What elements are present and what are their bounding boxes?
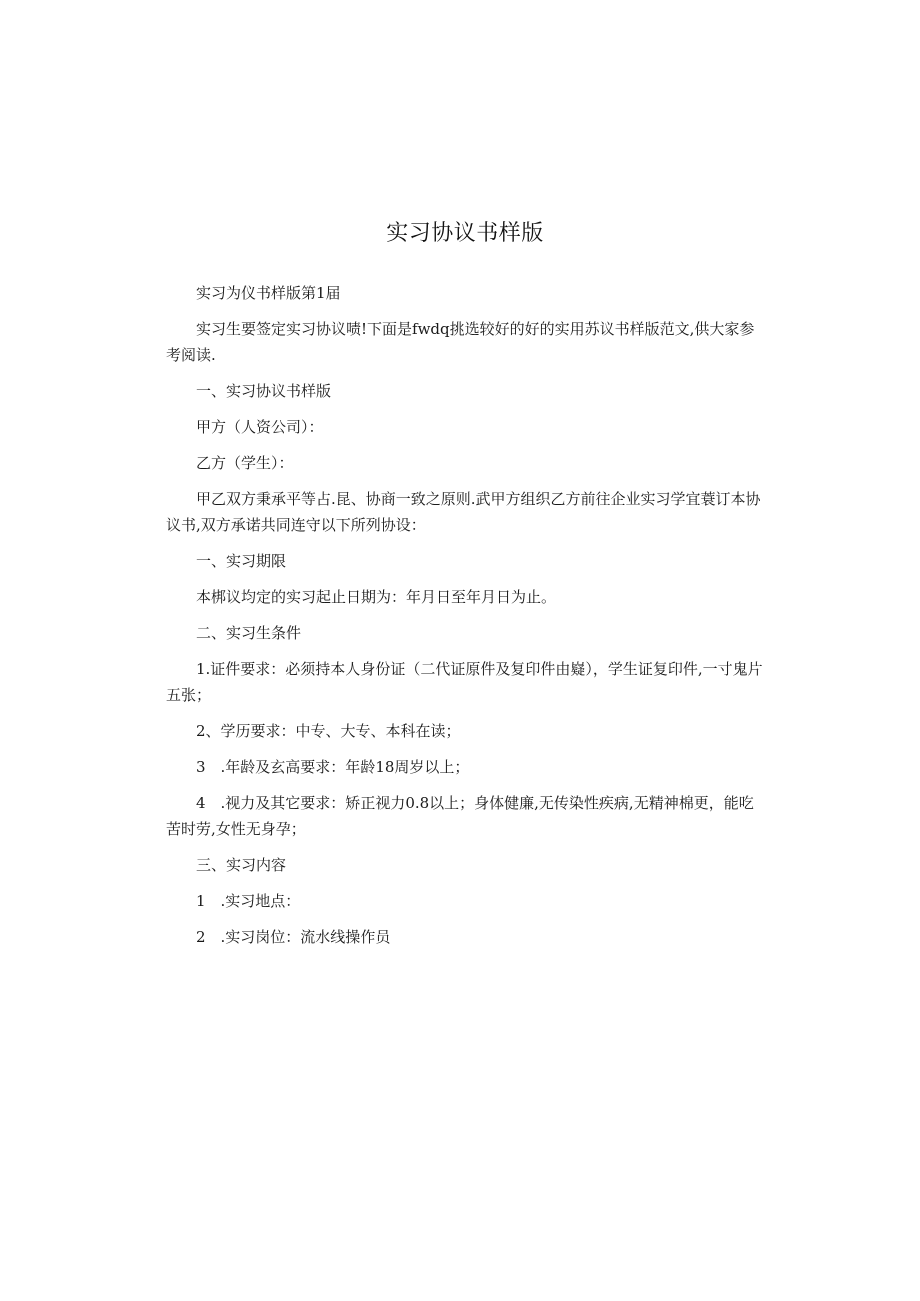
condition-item: 4 .视力及其它要求：矫正视力0.8以上；身体健廉,无传染性疾病,无精神棉更，能吃苦时劳,女性无身孕；: [166, 794, 754, 838]
clause-heading-term: 一、实习期限: [196, 552, 287, 570]
party-b-line: 乙方（学生）：: [196, 454, 294, 472]
condition-item: 3 .年龄及玄高要求：年龄18周岁以上；: [196, 758, 470, 776]
principle-paragraph: 甲乙双方秉承平等占.昆、协商一致之原则.武甲方组织乙方前往企业实习学宜蓑订本协议书,双方承诺共同连守以下所列协设：: [166, 490, 761, 534]
content-item: 1 .实习地点：: [196, 892, 301, 910]
intro-line: 实习为仪书样版第1届: [196, 284, 341, 302]
clause-heading-conditions: 二、实习生条件: [196, 624, 302, 642]
party-a-line: 甲方（人资公司）：: [196, 418, 324, 436]
intro-paragraph: 实习生要签定实习协议啧!下面是fwdq挑选较好的好的实用苏议书样版范文,供大家参考阅读.: [166, 320, 755, 364]
section-heading: 一、实习协议书样版: [196, 382, 332, 400]
document-title: 实习协议书样版: [386, 221, 544, 246]
document-body: [166, 280, 766, 960]
content-item: 2 .实习岗位：流水线操作员: [196, 928, 391, 946]
clause-heading-content: 三、实习内容: [196, 856, 287, 874]
condition-item: 1.证件要求：必须持本人身份证（二代证原件及复印件由嶷），学生证复印件,一寸鬼片五张；: [166, 660, 763, 704]
condition-item: 2、学历要求：中专、大专、本科在读；: [196, 722, 461, 740]
term-paragraph: 本梆议均定的实习起止日期为：年月日至年月日为止。: [196, 588, 557, 606]
